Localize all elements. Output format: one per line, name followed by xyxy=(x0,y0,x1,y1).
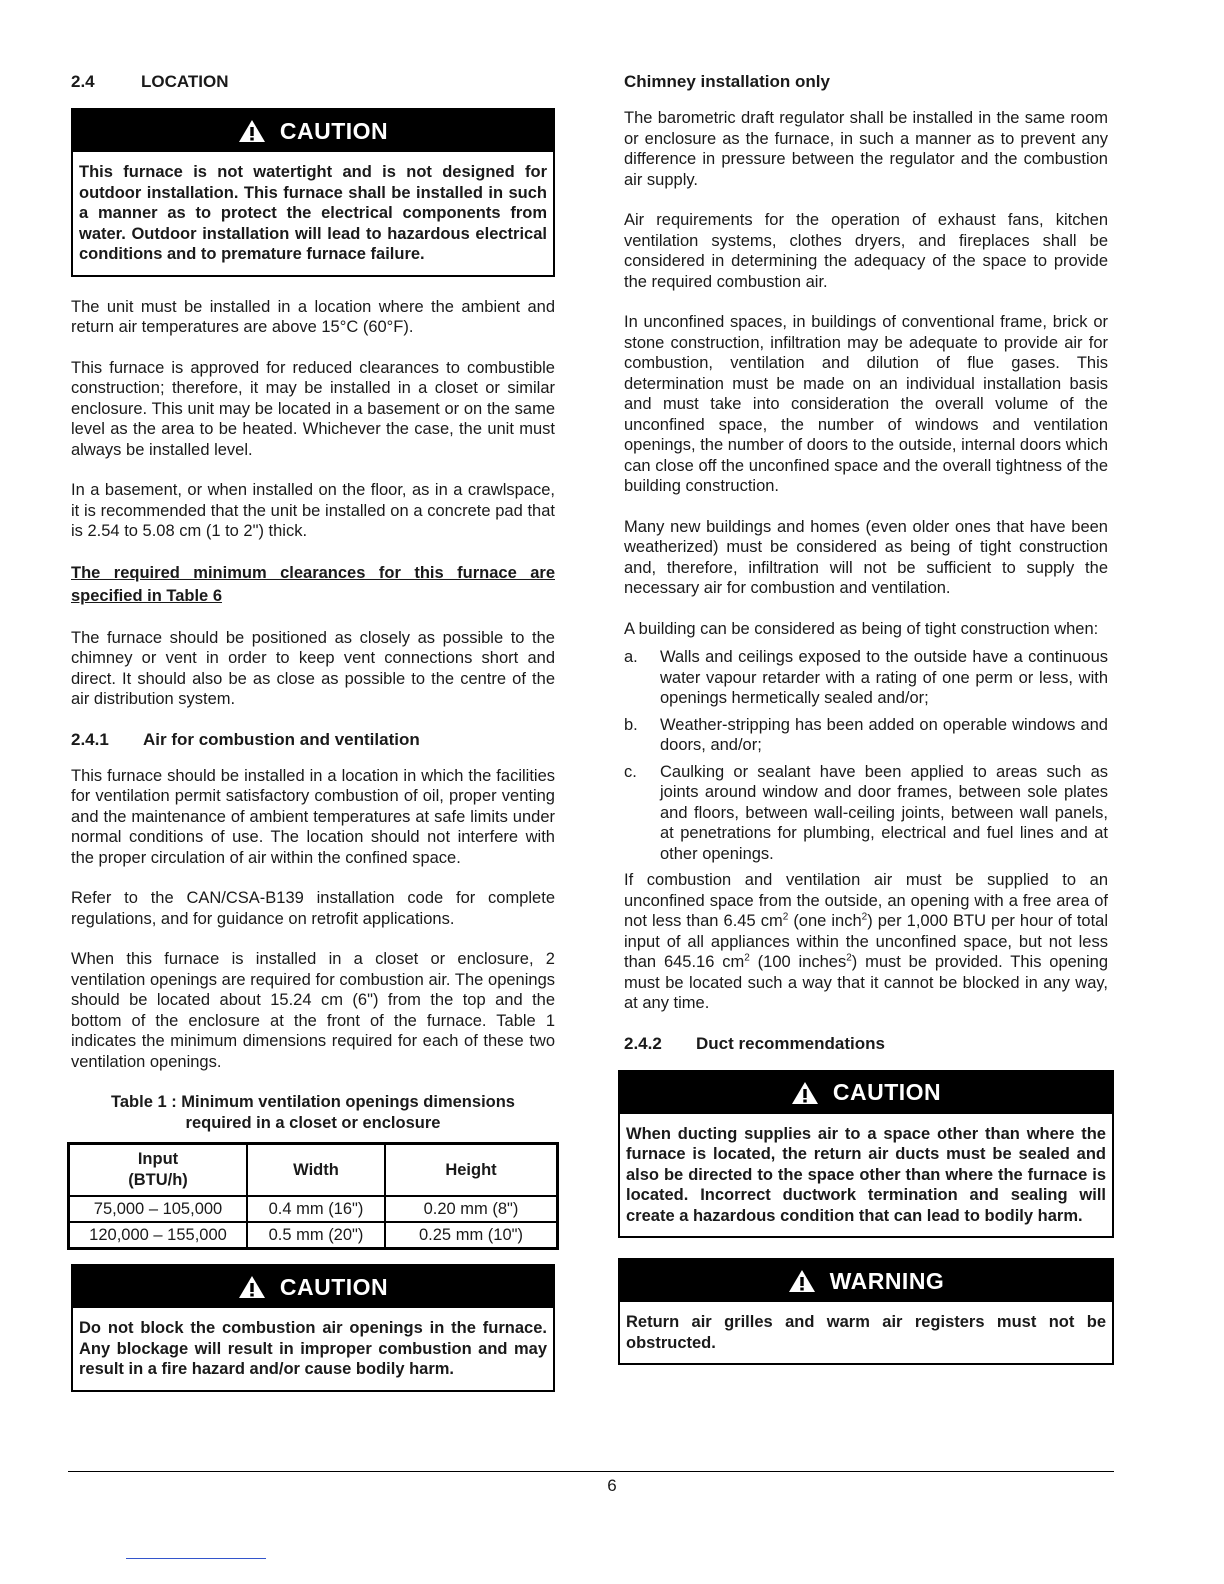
text-run: (one inch xyxy=(788,912,862,930)
paragraph-ventilation: This furnace should be installed in a location in which the facilities for ventilation permit satisfactory combustion of oil, proper venting and the maintenance of ambient temperatures at safe limits under normal conditions of use. The location should not interfere with the proper circulation of air within the confined space. xyxy=(71,766,555,867)
table-caption-line2: required in a closet or enclosure xyxy=(185,1114,441,1132)
text-run: (100 inches xyxy=(749,953,847,971)
ventilation-table xyxy=(67,1142,559,1250)
warning-triangle-icon xyxy=(238,119,266,143)
superscript: 2 xyxy=(846,952,852,964)
page-number: 6 xyxy=(607,1476,617,1495)
caution-label: CAUTION xyxy=(279,1273,389,1300)
table-header-row xyxy=(69,1144,557,1196)
caution-box-openings xyxy=(71,1264,555,1392)
caution-label: CAUTION xyxy=(832,1079,942,1105)
paragraph-opening-area xyxy=(624,870,1108,1014)
list-item xyxy=(624,647,1108,709)
subsection-title: Air for combustion and ventilation xyxy=(143,729,420,749)
warning-banner xyxy=(620,1260,1112,1302)
caution-text: This furnace is not watertight and is not designed for outdoor installation. This furnace shall be installed in such a manner as to protect the electrical components from water. Outdoor installation will lead to hazardous electrical conditions and to premature furnace failure. xyxy=(79,163,547,263)
text-run: ) per 1,000 BTU per hour of total input of all appliances within the unconfined space, but not less than 645.16 cm xyxy=(624,912,1108,971)
subsection-title: Duct recommendations xyxy=(696,1033,885,1053)
caution-banner xyxy=(73,110,553,152)
caution-banner xyxy=(620,1072,1112,1114)
chimney-heading: Chimney installation only xyxy=(624,72,830,91)
subsection-number: 2.4.2 xyxy=(624,1033,662,1053)
subsection-number: 2.4.1 xyxy=(71,729,109,749)
list-item xyxy=(624,762,1108,865)
left-column xyxy=(71,68,555,1412)
superscript: 2 xyxy=(861,911,868,923)
section-title: LOCATION xyxy=(141,72,229,91)
subsection-heading-duct xyxy=(624,1034,1108,1054)
subsection-heading-air xyxy=(71,730,555,750)
header-input-line2: (BTU/h) xyxy=(128,1171,188,1189)
paragraph-positioning: The furnace should be positioned as closely as possible to the chimney or vent in order to keep vent connections short and direct. It should also be as close as possible to the centre of the air distribution system. xyxy=(71,628,555,708)
paragraph-unconfined-spaces: In unconfined spaces, in buildings of conventional frame, brick or stone construction, infiltration may be adequate to provide air for combustion, ventilation and dilution of flue gases. This determination must be made on an individual installation basis and must take into consideration the overall volume of the unconfined space, the number of windows and ventilation openings, the number of doors to the outside, internal doors which can close off the unconfined space and the overall tightness of the building construction. xyxy=(624,313,1108,495)
warning-box-grilles xyxy=(618,1258,1114,1365)
header-input-line1: Input xyxy=(137,1150,179,1168)
caution-box-water xyxy=(71,108,555,277)
paragraph-draft-regulator: The barometric draft regulator shall be installed in the same room or enclosure as the furnace, in such a manner as to prevent any difference in pressure between the regulator and the combustion air supply. xyxy=(624,109,1108,189)
section-heading xyxy=(71,72,555,92)
decorative-line xyxy=(126,1558,266,1559)
paragraph-new-buildings: Many new buildings and homes (even older ones that have been weatherized) must be considered as being of tight construction and, therefore, infiltration will not be sufficient to supply the necessary air for combustion and ventilation. xyxy=(624,517,1108,597)
paragraph-tight-construction: A building can be considered as being of tight construction when: xyxy=(624,619,1099,638)
caution-text: When ducting supplies air to a space other than where the furnace is located, the return air ducts must be sealed and also be directed to the space other than where the furnace is located. Incorrect ductwork termination and sealing will create a hazardous condition that can lead to bodily harm. xyxy=(626,1124,1106,1225)
caution-box-ducting xyxy=(618,1070,1114,1239)
table-row xyxy=(69,1196,557,1222)
list-text: Caulking or sealant have been applied to areas such as joints around window and door frames, between sole plates and floors, between wall-ceiling joints, between wall panels, at penetrations for plumbing, electrical and fuel lines and at other openings. xyxy=(660,762,1108,863)
header-input xyxy=(69,1144,247,1196)
list-marker: c. xyxy=(624,762,637,781)
warning-text: Return air grilles and warm air registers must not be obstructed. xyxy=(626,1313,1106,1352)
paragraph-closet: When this furnace is installed in a closet or enclosure, 2 ventilation openings are required for combustion air. The openings should be located about 15.24 cm (6") from the top and the bottom of the enclosure at the front of the furnace. Table 1 indicates the minimum dimensions required for each of these two ventilation openings. xyxy=(71,950,555,1071)
cell-input: 120,000 – 155,000 xyxy=(69,1222,247,1248)
superscript: 2 xyxy=(782,911,789,923)
cell-input: 75,000 – 105,000 xyxy=(69,1196,247,1222)
caution-text: Do not block the combustion air openings in the furnace. Any blockage will result in improper combustion and may result in a fire hazard and/or cause bodily harm. xyxy=(79,1319,547,1378)
caution-label: CAUTION xyxy=(279,117,389,144)
warning-label: WARNING xyxy=(829,1267,945,1294)
header-width: Width xyxy=(247,1144,385,1196)
warning-triangle-icon xyxy=(788,1269,816,1293)
warning-triangle-icon xyxy=(791,1081,819,1105)
paragraph-air-requirements: Air requirements for the operation of exhaust fans, kitchen ventilation systems, clothes dryers, and fireplaces shall be considered in determining the adequacy of the space to provide the required combustion air. xyxy=(624,211,1108,291)
cell-height: 0.20 mm (8") xyxy=(385,1196,557,1222)
list-marker: a. xyxy=(624,648,638,666)
list-marker: b. xyxy=(624,715,638,734)
text-run: ) must be provided. This opening must be located such a way that it cannot be blocked in any way, at any time. xyxy=(624,953,1109,1012)
list-item xyxy=(624,715,1108,756)
paragraph-basement: In a basement, or when installed on the floor, as in a crawlspace, it is recommended that the unit be installed on a concrete pad that is 2.54 to 5.08 cm (1 to 2") thick. xyxy=(71,481,555,540)
paragraph-clearances: This furnace is approved for reduced clearances to combustible construction; therefore, it may be installed in a closet or similar enclosure. This unit may be located in a basement or on the same level as the area to be heated. Whichever the case, the unit must always be installed level. xyxy=(71,358,555,459)
cell-width: 0.5 mm (20") xyxy=(247,1222,385,1248)
cell-height: 0.25 mm (10") xyxy=(385,1222,557,1248)
paragraph-code-reference: Refer to the CAN/CSA-B139 installation code for complete regulations, and for guidance on retrofit applications. xyxy=(71,889,555,928)
text-run: If combustion and ventilation air must be supplied to an unconfined space from the outside, an opening with a free area of not less than 6.45 cm xyxy=(624,871,1108,930)
caution-banner xyxy=(73,1266,553,1308)
table-caption-line1: Table 1 : Minimum ventilation openings dimensions xyxy=(111,1093,515,1111)
superscript: 2 xyxy=(744,952,750,964)
cell-width: 0.4 mm (16") xyxy=(247,1196,385,1222)
warning-triangle-icon xyxy=(238,1275,266,1299)
table-row xyxy=(69,1222,557,1248)
paragraph-ambient-temp: The unit must be installed in a location where the ambient and return air temperatures are above 15°C (60°F). xyxy=(71,297,555,336)
clearance-note: The required minimum clearances for this furnace are specified in Table 6 xyxy=(71,563,555,605)
tight-construction-list xyxy=(624,647,1108,864)
list-text: Weather-stripping has been added on operable windows and doors, and/or; xyxy=(660,715,1108,754)
right-column xyxy=(624,68,1108,1385)
list-text: Walls and ceilings exposed to the outside have a continuous water vapour retarder with a rating of one perm or less, with openings hermetically sealed and/or; xyxy=(660,648,1108,707)
table-caption xyxy=(71,1092,555,1134)
section-number: 2.4 xyxy=(71,72,95,91)
header-height: Height xyxy=(385,1144,557,1196)
footer-rule xyxy=(68,1471,1114,1472)
